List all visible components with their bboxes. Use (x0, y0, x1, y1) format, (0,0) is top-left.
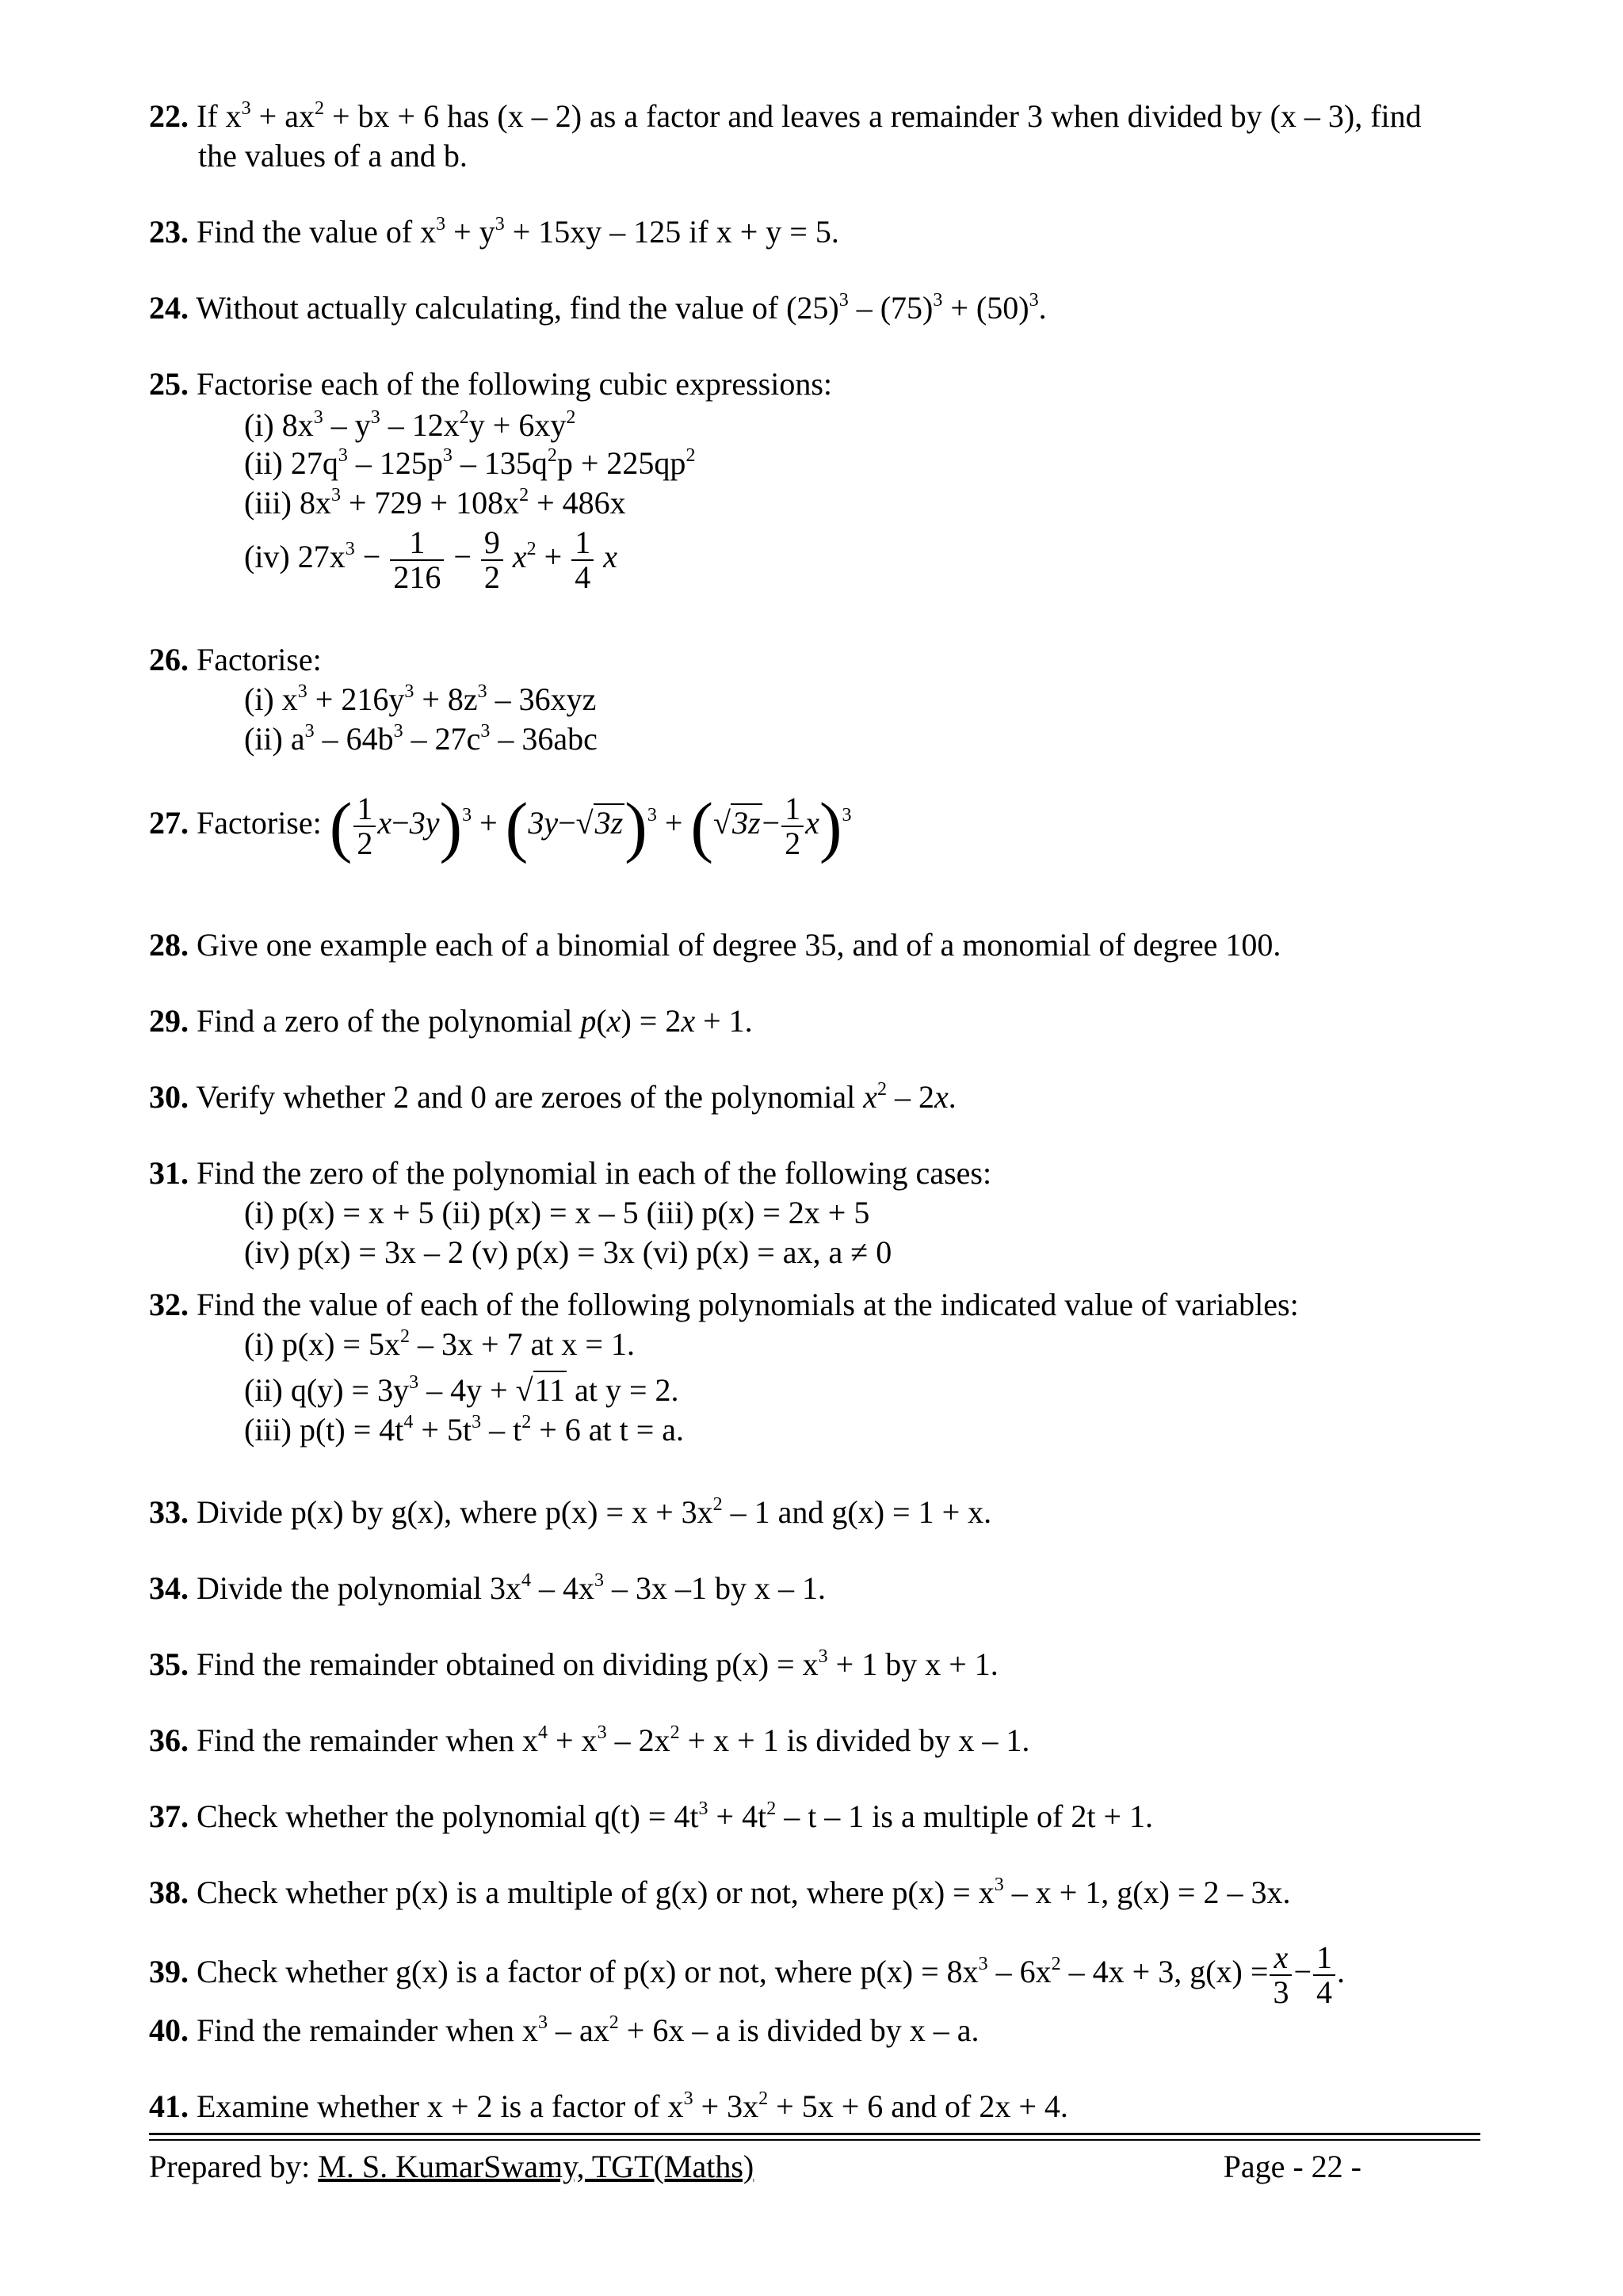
question-text: Verify whether 2 and 0 are zeroes of the polynomial $x^2 - 2x$. (196, 1079, 957, 1115)
question-text: Give one example each of a binomial of degree 35, and of a monomial of degree 100. (197, 927, 1281, 963)
fraction: $\frac{1}{4}$ (1313, 1941, 1335, 2009)
question-23 (149, 212, 1512, 252)
question-text: Examine whether x + 2 is a factor of $x^3 + 3x^2 + 5x + 6$ and of 2x + 4. (197, 2088, 1068, 2124)
question-37 (149, 1797, 1512, 1836)
footer-prefix: Prepared by: (149, 2149, 319, 2184)
sub-part-iii: (iii) $8x^3 + 729 + 108x^2 + 486x$ (244, 485, 626, 521)
footer-divider-top (149, 2133, 1480, 2135)
question-30 (149, 1077, 1512, 1117)
question-26 (149, 640, 1512, 759)
question-34 (149, 1569, 1512, 1608)
sub-part-ii: (ii) $a^3 - 64b^3 - 27c^3 - 36abc$ (244, 721, 598, 757)
question-number: 38. (149, 1875, 189, 1910)
question-text: Find the value of each of the following polynomials at the indicated value of variables: (197, 1287, 1299, 1322)
question-29 (149, 1001, 1512, 1041)
question-number: 34. (149, 1570, 189, 1606)
question-31 (149, 1154, 1512, 1272)
question-number: 24. (149, 290, 189, 326)
footer-divider-bottom (149, 2139, 1480, 2141)
footer-author: M. S. KumarSwamy, TGT(Maths) (318, 2149, 754, 2184)
question-number: 41. (149, 2088, 189, 2124)
question-number: 32. (149, 1287, 189, 1322)
question-text: Factorise: (197, 642, 322, 677)
question-text: Check whether p(x) is a multiple of g(x) or not, where $p(x) = x^3 - x + 1$, g(x) = 2 – 3x. (197, 1875, 1291, 1910)
sub-part-ii: (ii) $q(y) = 3y^3 - 4y + √11$ at y = 2. (244, 1372, 679, 1408)
sub-line-2: (iv) p(x) = 3x – 2 (v) p(x) = 3x (vi) p(x) = ax, a ≠ 0 (244, 1234, 892, 1270)
question-25 (149, 364, 1512, 595)
sub-part-iv: (iv) $27x^3$ − $\frac{1}{216}$ − $\frac{9}{2}$ $x^2$ + $\frac{1}{4}$ x (244, 524, 617, 595)
question-text: Divide p(x) by g(x), where $p(x) = x + 3x^2 - 1$ and g(x) = 1 + x. (197, 1494, 992, 1530)
expression: ( $\frac{1}{2}$ $x-3y)^3 + (3y-√3z)^3 + (√3z-$ $\frac{1}{2}$ x)$^3$ (329, 788, 852, 864)
question-text: Factorise: (197, 805, 322, 841)
question-number: 39. (149, 1954, 189, 1990)
question-number: 30. (149, 1079, 189, 1115)
question-32 (149, 1285, 1512, 1447)
page-number: Page - 22 - (1223, 2149, 1361, 2184)
question-39 (149, 1941, 1512, 2009)
sub-part-iii: (iii) $p(t) = 4t^4 + 5t^3 - t^2 + 6$ at t = a. (244, 1412, 685, 1447)
sub-line-1: (i) p(x) = x + 5 (ii) p(x) = x – 5 (iii) p(x) = 2x + 5 (244, 1195, 870, 1230)
question-number: 40. (149, 2012, 189, 2048)
question-36 (149, 1721, 1512, 1760)
question-number: 31. (149, 1155, 189, 1191)
question-22 (149, 97, 1512, 176)
question-number: 37. (149, 1798, 189, 1834)
question-text: Find the remainder obtained on dividing $p(x) = x^3 + 1$ by x + 1. (197, 1646, 999, 1682)
question-number: 28. (149, 927, 189, 963)
question-text: Find the remainder when $x^3 - ax^2 + 6x - a$ is divided by x – a. (197, 2012, 980, 2048)
question-28 (149, 925, 1512, 965)
question-number: 26. (149, 642, 189, 677)
question-41 (149, 2087, 1512, 2126)
fraction: $\frac{x}{3}$ (1270, 1941, 1292, 2009)
question-text: Find the zero of the polynomial in each of the following cases: (197, 1155, 992, 1191)
sub-part-i: (i) $8x^3 - y^3 - 12x^2y + 6xy^2$ (244, 407, 576, 443)
question-text: Find the remainder when $x^4 + x^3 - 2x^2 + x + 1$ is divided by x – 1. (197, 1722, 1030, 1758)
sub-part-ii: (ii) $27q^3 - 125p^3 - 135q^2p + 225qp^2$ (244, 445, 696, 481)
question-27 (149, 788, 1512, 864)
sub-part-i: (i) $x^3 + 216y^3 + 8z^3 - 36xyz$ (244, 681, 597, 717)
question-text: Divide the polynomial $3x^4 - 4x^3 - 3x$ –1 by x – 1. (197, 1570, 826, 1606)
question-24 (149, 288, 1512, 328)
footer (149, 2147, 1361, 2187)
question-number: 35. (149, 1646, 189, 1682)
question-number: 23. (149, 214, 189, 250)
question-number: 27. (149, 805, 189, 841)
sub-part-i: (i) $p(x) = 5x^2 - 3x + 7$ at x = 1. (244, 1326, 635, 1362)
question-number: 29. (149, 1003, 189, 1039)
question-35 (149, 1645, 1512, 1684)
question-text-continued: the values of a and b. (198, 138, 468, 174)
question-text: Check whether g(x) is a factor of p(x) or not, where $p(x) = 8x^3 - 6x^2 - 4x + 3$, g(x) = $\frac{x}{3}$ − $\frac{1}{4}$ . (197, 1939, 1345, 2010)
question-number: 25. (149, 366, 189, 402)
question-number: 33. (149, 1494, 189, 1530)
question-number: 36. (149, 1722, 189, 1758)
question-38 (149, 1873, 1512, 1913)
question-number: 22. (149, 98, 189, 134)
question-text: Find a zero of the polynomial p(x) = 2x + 1. (197, 1003, 753, 1039)
question-text: Find the value of $x^3 + y^3 + 15xy - 125$ if x + y = 5. (197, 214, 839, 250)
question-text: Check whether the polynomial $q(t) = 4t^3 + 4t^2 - t - 1$ is a multiple of 2t + 1. (197, 1798, 1154, 1834)
question-text: If $x^3 + ax^2$ + bx + 6 has (x – 2) as a factor and leaves a remainder 3 when divided by (x – 3), find (197, 98, 1422, 134)
question-40 (149, 2011, 1512, 2050)
question-33 (149, 1493, 1512, 1532)
fraction: $\frac{1}{216}$ (390, 526, 444, 594)
question-text: Factorise each of the following cubic expressions: (197, 366, 832, 402)
fraction: $\frac{9}{2}$ (481, 526, 503, 594)
fraction: $\frac{1}{4}$ (571, 526, 594, 594)
question-text: Without actually calculating, find the value of $(25)^3 - (75)^3 + (50)^3$. (196, 290, 1047, 326)
